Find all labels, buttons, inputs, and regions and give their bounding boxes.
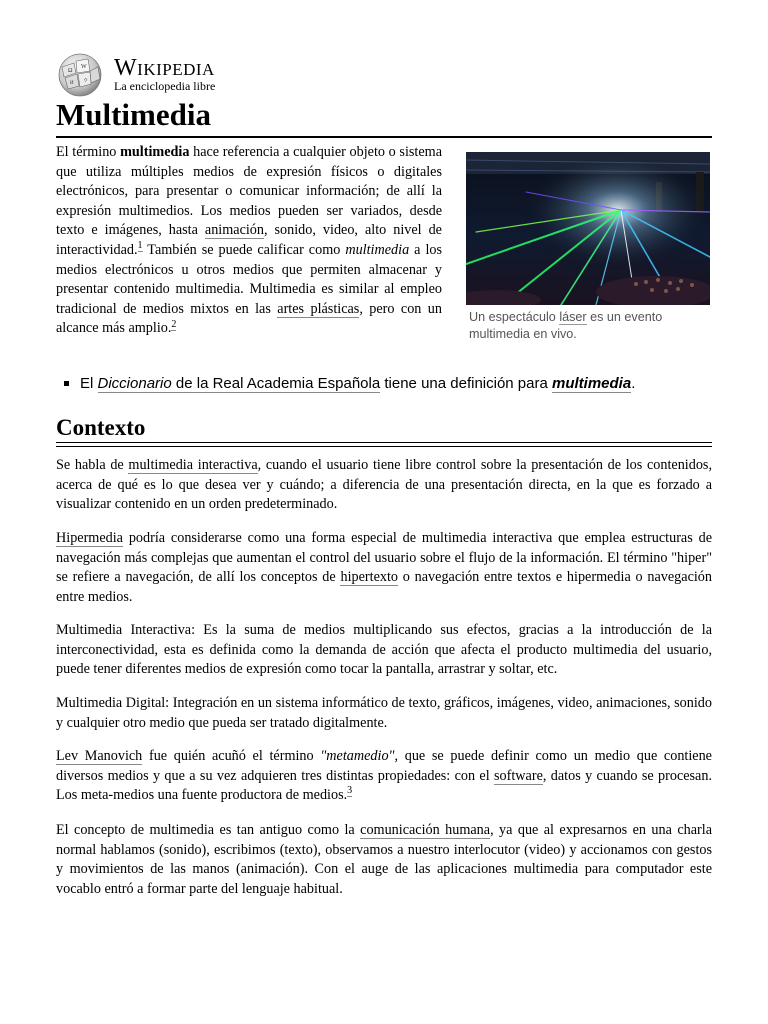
link-software[interactable]: software — [494, 767, 543, 784]
laser-show-image — [466, 152, 710, 305]
intro-text: , sonido, video, alto nivel de interactividad. — [56, 222, 442, 258]
reference-1[interactable]: 1 — [137, 240, 143, 252]
link-multimedia-interactiva[interactable]: multimedia interactiva — [128, 457, 258, 473]
wikipedia-wordmark: Wikipedia — [114, 55, 215, 81]
paragraph-3: Multimedia Interactiva: Es la suma de medios multiplicando sus efectos, gracias a la introducción de la interconectividad, esta es definida como la demanda de acción que afecta el producto multimedia del usuario, puede tener diferentes medios de expresión como tocar la pantalla, arrastrar y soltar, etc. — [56, 622, 712, 677]
link-animacion[interactable]: animación — [204, 222, 264, 239]
link-diccionario-rest: de la Real Academia Española — [171, 375, 381, 392]
link-artes-plasticas[interactable]: artes plásticas — [277, 300, 360, 317]
wikipedia-tagline: La enciclopedia libre — [114, 79, 216, 93]
laser-show-figure[interactable] — [466, 152, 710, 305]
intro-paragraph — [56, 143, 442, 339]
paragraph-4: Multimedia Digital: Integración en un sistema informático de texto, gráficos, imágenes, video, animaciones, sonido y cualquier otro medio que pueda ser tratado digitalmente. — [56, 695, 712, 731]
intro-text: , pero con un alcance más amplio. — [56, 300, 442, 337]
term-bold: multimedia — [120, 144, 190, 160]
bullet-text: El — [80, 375, 98, 392]
svg-text:И: И — [70, 81, 74, 86]
term-metamedio: "metamedio" — [320, 748, 395, 764]
title-divider — [56, 136, 712, 138]
paragraph-text: o navegación entre textos e hipermedia o navegación entre medios. — [56, 569, 712, 605]
link-laser[interactable]: láser — [559, 310, 587, 324]
term-italic: multimedia — [345, 241, 410, 258]
paragraph-5 — [56, 747, 712, 806]
link-multimedia-definition[interactable]: multimedia — [552, 375, 632, 392]
paragraph-text: , que se puede definir como un medio que contiene diversos medios y que a su vez adquieren tres distintas propiedades: con el — [56, 748, 712, 784]
bullet-text: . — [631, 375, 636, 392]
caption-text: es un evento multimedia en vivo. — [469, 310, 663, 341]
paragraph-text: podría considerarse como una forma especial de multimedia interactiva que emplea estructuras de navegación más complejas que aumentan el control del usuario sobre el flujo de la información. El término "hiper" se refiere a navegación, de allí los conceptos de — [56, 530, 712, 585]
section-heading-contexto: Contexto — [56, 415, 146, 440]
dictionary-list-item — [66, 374, 635, 394]
reference-3[interactable]: 3 — [347, 785, 353, 797]
svg-text:W: W — [81, 64, 87, 70]
intro-text: El término — [56, 144, 121, 160]
link-diccionario[interactable] — [98, 375, 381, 393]
link-hipertexto[interactable]: hipertexto — [340, 569, 399, 585]
intro-text: También se puede calificar como — [142, 241, 346, 258]
paragraph-1 — [56, 456, 712, 515]
link-hipermedia[interactable]: Hipermedia — [56, 530, 123, 546]
link-lev-manovich[interactable]: Lev Manovich — [56, 748, 143, 764]
page-title: Multimedia — [56, 97, 211, 132]
paragraph-text: fue quién acuñó el término — [142, 748, 321, 764]
link-comunicacion-humana[interactable]: comunicación humana — [360, 822, 491, 838]
paragraph-6 — [56, 821, 712, 899]
paragraph-text: , ya que al expresarnos en una charla normal hablamos (sonido), escribimos (texto), observamos a nuestro interlocutor (video) y accionamos con gestos y movimientos de las manos (animación). Con el auge de las aplicaciones multimedia para computador este vocablo entró a formar parte del lenguaje habitual. — [56, 822, 712, 897]
intro-text: hace referencia a cualquier objeto o sistema que utiliza múltiples medios de expresión físicos o digitales electrónicos, para presentar o comunicar información; de allí la expresión multimedios. Los medios pueden ser variados, desde texto e imágenes, hasta — [56, 144, 442, 239]
intro-text: a los medios electrónicos u otros medios que permiten almacenar y presentar contenido multimedia. Multimedia es similar al empleo tradicional de medios mixtos en las — [56, 241, 442, 317]
bullet-text: tiene una definición para — [380, 375, 552, 392]
paragraph-text: , cuando el usuario tiene libre control sobre la presentación de los contenidos, acerca de qué es lo que desea ver y cuándo; a diferencia de una presentación directa, en la que es forzado a visualizar contenido en un orden predeterminado. — [56, 457, 712, 512]
reference-2[interactable]: 2 — [171, 318, 177, 330]
puzzle-globe-icon — [56, 53, 104, 97]
figure-caption — [469, 309, 709, 343]
paragraph-2 — [56, 529, 712, 607]
section-divider — [56, 442, 712, 443]
paragraph-text: Se habla de — [56, 457, 129, 473]
svg-text:ウ: ウ — [83, 79, 89, 84]
section-divider — [56, 446, 712, 447]
caption-text: Un espectáculo — [469, 310, 560, 324]
paragraph-text: El concepto de multimedia es tan antiguo como la — [56, 822, 361, 838]
wikipedia-logo[interactable] — [56, 53, 256, 99]
link-diccionario-label: Diccionario — [97, 375, 172, 392]
svg-text:Ω: Ω — [68, 68, 73, 74]
paragraph-text: , datos y cuando se procesan. Los meta-medios una fuente productora de medios. — [56, 767, 712, 803]
